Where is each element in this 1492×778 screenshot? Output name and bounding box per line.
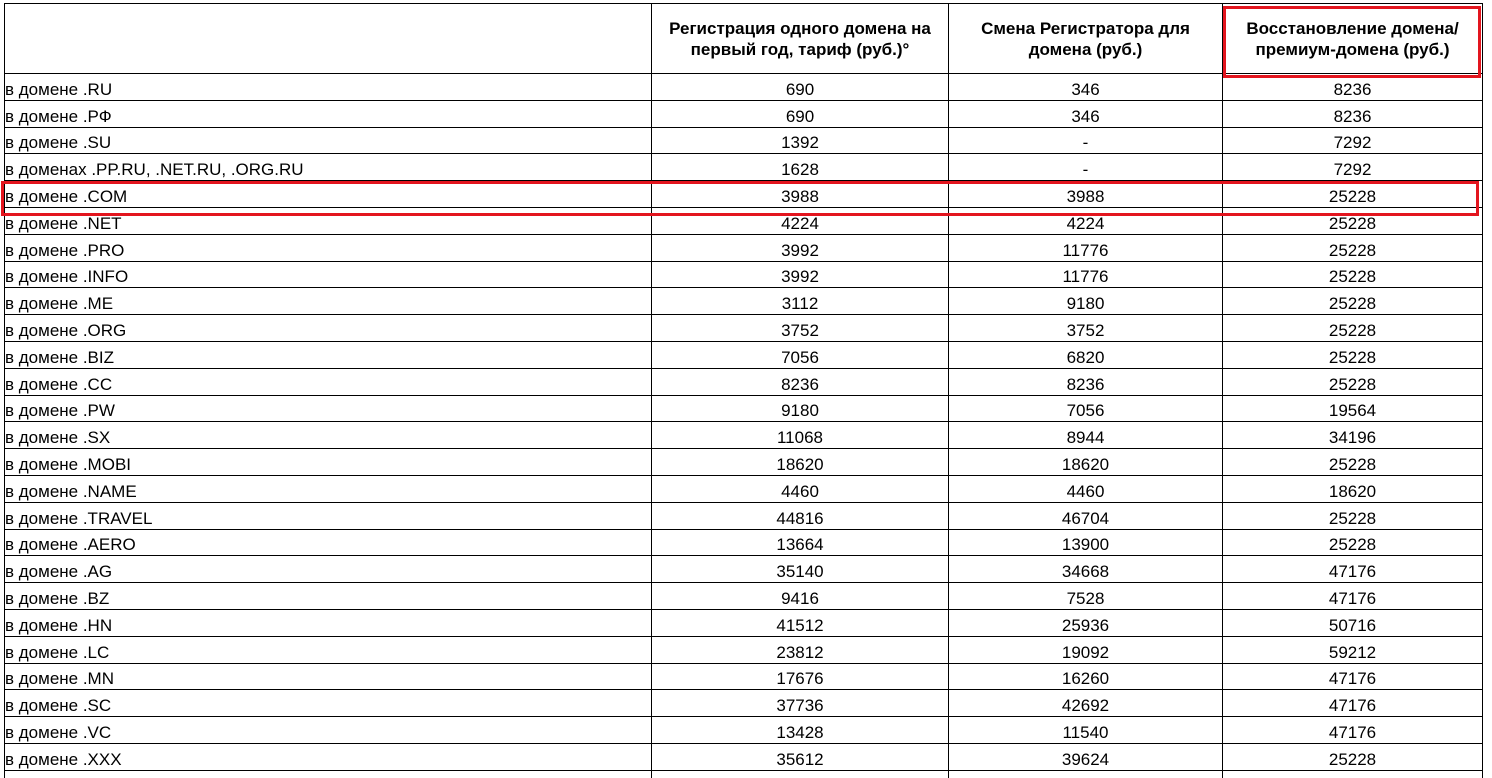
table-row: [5, 770, 1483, 778]
cell-domain: в домене .LC: [5, 636, 652, 663]
cell-transfer-price: 6820: [949, 341, 1223, 368]
cell-domain: [5, 770, 652, 778]
cell-transfer-price: [949, 770, 1223, 778]
table-row: [5, 100, 1483, 127]
cell-registration-price: 18620: [652, 449, 949, 476]
table-row: [5, 475, 1483, 502]
table-row: [5, 502, 1483, 529]
cell-restore-price: 25228: [1223, 315, 1483, 342]
cell-domain: в домене .RU: [5, 74, 652, 101]
table-row: [5, 234, 1483, 261]
cell-transfer-price: -: [949, 154, 1223, 181]
header-registration-price: Регистрация одного домена на первый год, тариф (руб.)°: [652, 4, 949, 74]
cell-domain: в домене .HN: [5, 609, 652, 636]
table-row: [5, 743, 1483, 770]
cell-registration-price: 4224: [652, 207, 949, 234]
cell-restore-price: 8236: [1223, 100, 1483, 127]
table-row: [5, 341, 1483, 368]
cell-registration-price: 4460: [652, 475, 949, 502]
cell-domain: в домене .SC: [5, 690, 652, 717]
cell-domain: в домене .INFO: [5, 261, 652, 288]
cell-transfer-price: 8944: [949, 422, 1223, 449]
cell-registration-price: 1628: [652, 154, 949, 181]
cell-domain: в домене .SU: [5, 127, 652, 154]
cell-registration-price: 3988: [652, 181, 949, 208]
cell-restore-price: [1223, 770, 1483, 778]
cell-registration-price: 37736: [652, 690, 949, 717]
cell-restore-price: 25228: [1223, 207, 1483, 234]
cell-domain: в домене .TRAVEL: [5, 502, 652, 529]
cell-registration-price: 17676: [652, 663, 949, 690]
table-row: [5, 663, 1483, 690]
cell-transfer-price: 8236: [949, 368, 1223, 395]
table-row: [5, 690, 1483, 717]
cell-domain: в домене .COM: [5, 181, 652, 208]
cell-restore-price: 50716: [1223, 609, 1483, 636]
cell-transfer-price: 11776: [949, 261, 1223, 288]
table-row: [5, 154, 1483, 181]
cell-transfer-price: 34668: [949, 556, 1223, 583]
cell-transfer-price: 19092: [949, 636, 1223, 663]
cell-registration-price: 9180: [652, 395, 949, 422]
table-row: [5, 556, 1483, 583]
cell-restore-price: 59212: [1223, 636, 1483, 663]
cell-domain: в домене .BZ: [5, 583, 652, 610]
cell-transfer-price: 39624: [949, 743, 1223, 770]
table-row: [5, 261, 1483, 288]
cell-registration-price: [652, 770, 949, 778]
table-row: [5, 395, 1483, 422]
cell-registration-price: 690: [652, 74, 949, 101]
cell-transfer-price: 46704: [949, 502, 1223, 529]
header-domain: [5, 4, 652, 74]
cell-domain: в домене .ORG: [5, 315, 652, 342]
domain-price-table: [4, 3, 1483, 778]
cell-registration-price: 7056: [652, 341, 949, 368]
cell-domain: в домене .PW: [5, 395, 652, 422]
table-row: [5, 449, 1483, 476]
cell-transfer-price: 11540: [949, 717, 1223, 744]
cell-transfer-price: 3988: [949, 181, 1223, 208]
cell-restore-price: 25228: [1223, 449, 1483, 476]
cell-transfer-price: 3752: [949, 315, 1223, 342]
cell-domain: в домене .AERO: [5, 529, 652, 556]
cell-domain: в домене .AG: [5, 556, 652, 583]
cell-domain: в домене .NET: [5, 207, 652, 234]
table-row: [5, 717, 1483, 744]
table-body: [5, 74, 1483, 778]
cell-restore-price: 25228: [1223, 181, 1483, 208]
cell-restore-price: 25228: [1223, 261, 1483, 288]
cell-domain: в домене .MN: [5, 663, 652, 690]
cell-transfer-price: 18620: [949, 449, 1223, 476]
cell-transfer-price: 4224: [949, 207, 1223, 234]
cell-restore-price: 8236: [1223, 74, 1483, 101]
table-row: [5, 422, 1483, 449]
cell-domain: в домене .VC: [5, 717, 652, 744]
cell-restore-price: 7292: [1223, 127, 1483, 154]
cell-registration-price: 3992: [652, 234, 949, 261]
table-row: [5, 74, 1483, 101]
cell-registration-price: 13664: [652, 529, 949, 556]
cell-domain: в домене .MOBI: [5, 449, 652, 476]
cell-restore-price: 47176: [1223, 717, 1483, 744]
cell-transfer-price: 7528: [949, 583, 1223, 610]
cell-registration-price: 11068: [652, 422, 949, 449]
cell-registration-price: 35612: [652, 743, 949, 770]
cell-transfer-price: 42692: [949, 690, 1223, 717]
cell-restore-price: 18620: [1223, 475, 1483, 502]
table-row: [5, 609, 1483, 636]
cell-restore-price: 25228: [1223, 288, 1483, 315]
cell-domain: в домене .XXX: [5, 743, 652, 770]
cell-registration-price: 1392: [652, 127, 949, 154]
cell-restore-price: 25228: [1223, 502, 1483, 529]
cell-transfer-price: -: [949, 127, 1223, 154]
table-row: [5, 315, 1483, 342]
cell-domain: в домене .CC: [5, 368, 652, 395]
cell-domain: в домене .SX: [5, 422, 652, 449]
cell-transfer-price: 7056: [949, 395, 1223, 422]
cell-registration-price: 9416: [652, 583, 949, 610]
cell-registration-price: 8236: [652, 368, 949, 395]
cell-domain: в домене .РФ: [5, 100, 652, 127]
header-registrar-transfer-price: Смена Регистратора для домена (руб.): [949, 4, 1223, 74]
cell-transfer-price: 25936: [949, 609, 1223, 636]
table-row: [5, 181, 1483, 208]
cell-restore-price: 7292: [1223, 154, 1483, 181]
header-restore-price: Восстановление домена/премиум-домена (руб.): [1223, 4, 1483, 74]
cell-restore-price: 47176: [1223, 556, 1483, 583]
cell-registration-price: 35140: [652, 556, 949, 583]
cell-restore-price: 47176: [1223, 690, 1483, 717]
table-header-row: [5, 4, 1483, 74]
cell-registration-price: 44816: [652, 502, 949, 529]
table-row: [5, 368, 1483, 395]
cell-restore-price: 25228: [1223, 234, 1483, 261]
table-row: [5, 636, 1483, 663]
cell-restore-price: 47176: [1223, 663, 1483, 690]
cell-registration-price: 23812: [652, 636, 949, 663]
cell-domain: в домене .BIZ: [5, 341, 652, 368]
cell-registration-price: 13428: [652, 717, 949, 744]
cell-transfer-price: 346: [949, 100, 1223, 127]
cell-restore-price: 25228: [1223, 529, 1483, 556]
cell-transfer-price: 346: [949, 74, 1223, 101]
table-row: [5, 207, 1483, 234]
cell-restore-price: 25228: [1223, 341, 1483, 368]
cell-restore-price: 19564: [1223, 395, 1483, 422]
cell-transfer-price: 9180: [949, 288, 1223, 315]
cell-domain: в доменах .PP.RU, .NET.RU, .ORG.RU: [5, 154, 652, 181]
cell-restore-price: 25228: [1223, 368, 1483, 395]
cell-registration-price: 3112: [652, 288, 949, 315]
cell-domain: в домене .NAME: [5, 475, 652, 502]
cell-transfer-price: 4460: [949, 475, 1223, 502]
cell-restore-price: 34196: [1223, 422, 1483, 449]
cell-restore-price: 25228: [1223, 743, 1483, 770]
cell-registration-price: 690: [652, 100, 949, 127]
cell-transfer-price: 11776: [949, 234, 1223, 261]
table-row: [5, 583, 1483, 610]
cell-transfer-price: 16260: [949, 663, 1223, 690]
table-row: [5, 288, 1483, 315]
cell-registration-price: 41512: [652, 609, 949, 636]
cell-domain: в домене .ME: [5, 288, 652, 315]
cell-registration-price: 3992: [652, 261, 949, 288]
table-row: [5, 529, 1483, 556]
cell-domain: в домене .PRO: [5, 234, 652, 261]
cell-registration-price: 3752: [652, 315, 949, 342]
cell-restore-price: 47176: [1223, 583, 1483, 610]
table-row: [5, 127, 1483, 154]
cell-transfer-price: 13900: [949, 529, 1223, 556]
